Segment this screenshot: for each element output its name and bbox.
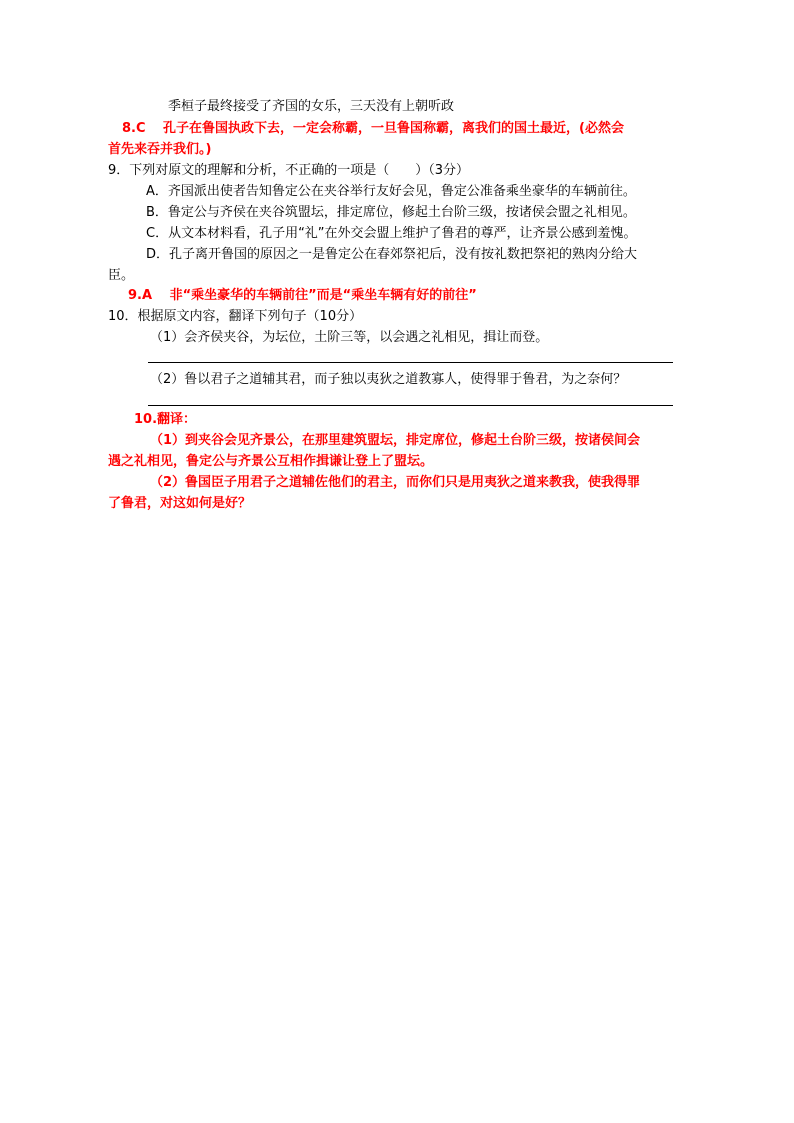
answer-blank-line-1: [148, 362, 673, 363]
answer-10-translation-2-line-2: 了鲁君，对这如何是好？: [108, 496, 252, 511]
question-10-sentence-2: （2）鲁以君子之道辅其君，而子独以夷狄之道教寡人，使得罪于鲁君，为之奈何？: [150, 372, 627, 387]
question-9-option-b: B．鲁定公与齐侯在夹谷筑盟坛，排定席位，修起土台阶三级，按诸侯会盟之礼相见。: [146, 205, 636, 220]
answer-10-translation-2-line-1: （2）鲁国臣子用君子之道辅佐他们的君主，而你们只是用夷狄之道来教我，使我得罪: [150, 475, 641, 490]
answer-9: 9.A 非“乘坐豪华的车辆前往”而是“乘坐车辆有好的前往”: [128, 288, 477, 303]
question-9-option-d-line-2: 臣。: [108, 268, 135, 283]
answer-blank-line-2: [148, 405, 673, 406]
question-9-stem: 9．下列对原文的理解和分析，不正确的一项是（ ）（3分）: [108, 163, 470, 178]
answer-8-line-1: 8.C 孔子在鲁国执政下去，一定会称霸，一旦鲁国称霸，离我们的国土最近，(必然会: [122, 121, 624, 136]
answer-10-translation-1-line-2: 遇之礼相见，鲁定公与齐景公互相作揖谦让登上了盟坛。: [108, 454, 434, 469]
answer-8-line-2: 首先来吞并我们。): [108, 142, 212, 157]
question-10-sentence-1: （1）会齐侯夹谷，为坛位，土阶三等，以会遇之礼相见，揖让而登。: [150, 330, 549, 345]
question-9-option-c: C．从文本材料看，孔子用“礼”在外交会盟上维护了鲁君的尊严，让齐景公感到羞愧。: [146, 226, 637, 241]
answer-10-translation-1-line-1: （1）到夹谷会见齐景公，在那里建筑盟坛，排定席位，修起土台阶三级，按诸侯间会: [150, 433, 641, 448]
question-9-option-d-line-1: D．孔子离开鲁国的原因之一是鲁定公在春郊祭祀后，没有按礼数把祭祀的熟肉分给大: [146, 247, 638, 262]
passage-translation-line: 季桓子最终接受了齐国的女乐，三天没有上朝听政: [168, 99, 455, 114]
answer-10-heading: 10.翻译：: [134, 412, 197, 427]
question-10-stem: 10．根据原文内容，翻译下列句子（10分）: [108, 309, 363, 324]
question-9-option-a: A．齐国派出使者告知鲁定公在夹谷举行友好会见，鲁定公准备乘坐豪华的车辆前往。: [146, 184, 636, 199]
